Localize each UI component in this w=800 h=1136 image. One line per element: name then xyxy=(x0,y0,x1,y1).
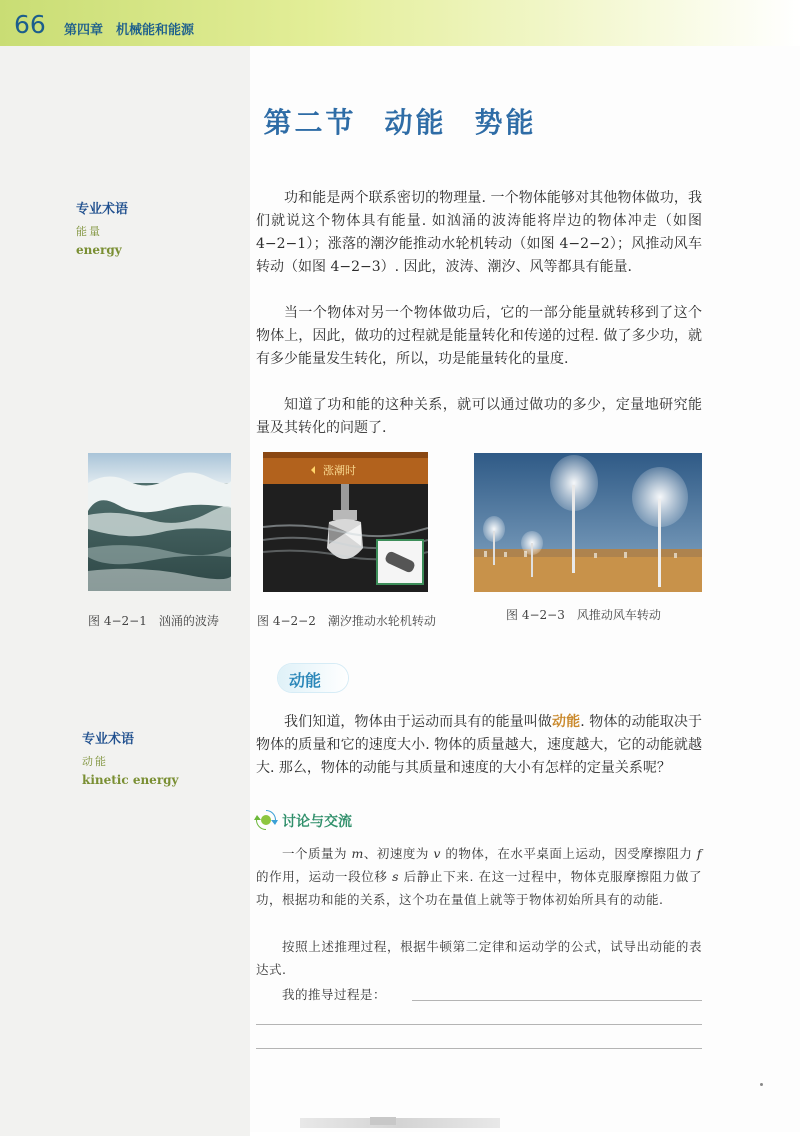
page-dot xyxy=(760,1083,763,1086)
footer-bar xyxy=(300,1118,500,1128)
answer-line-3[interactable] xyxy=(256,1048,702,1049)
page-header xyxy=(0,0,800,46)
figure-2-caption: 图 4−2−2 潮汐推动水轮机转动 xyxy=(257,614,436,628)
answer-line-2[interactable] xyxy=(256,1024,702,1025)
paragraph-kinetic-energy: 我们知道，物体由于运动而具有的能量叫做动能. 物体的动能取决于物体的质量和它的速度大小. 物体的质量越大，速度越大，它的动能就越大. 那么，物体的动能与其质量和速度的大小有怎样的定量关系呢？ xyxy=(256,714,703,776)
term-highlight: 动能 xyxy=(552,714,581,730)
section-title: 第二节 动能 势能 xyxy=(263,106,537,139)
term-box-energy xyxy=(76,198,128,257)
term-cn: 能量 xyxy=(76,225,102,238)
discussion-text-1: 一个质量为 m、初速度为 v 的物体，在水平桌面上运动，因受摩擦阻力 f 的作用，运动一段位移 s 后静止下来. 在这一过程中，物体克服摩擦阻力做了功，根据功和能的关系，这个功在量值上就等于物体初始所具有的动能. xyxy=(256,846,702,907)
term-label: 专业术语 xyxy=(76,202,129,217)
figure-3-caption: 图 4−2−3 风推动风车转动 xyxy=(506,608,661,622)
sign-high-tide: 涨潮时 xyxy=(323,464,356,477)
page-number: 66 xyxy=(14,10,46,39)
footer-mark xyxy=(370,1117,396,1125)
paragraph-2: 当一个物体对另一个物体做功后，它的一部分能量就转移到了这个物体上，因此，做功的过程就是能量转化和传递的过程. 做了多少功，就有多少能量发生转化，所以，功是能量转化的量度. xyxy=(256,305,702,367)
subsection-title: 动能 xyxy=(289,671,322,690)
answer-line-1[interactable] xyxy=(412,1000,702,1001)
figure-waves xyxy=(88,453,231,591)
term-en: kinetic energy xyxy=(82,773,179,787)
discussion-text-2: 按照上述推理过程，根据牛顿第二定律和运动学的公式，试导出动能的表达式. xyxy=(256,939,702,977)
term-box-kinetic-energy xyxy=(82,728,179,787)
figure-1-caption: 图 4−2−1 汹涌的波涛 xyxy=(88,614,219,628)
term-label: 专业术语 xyxy=(82,732,135,747)
figure-tidal-turbine xyxy=(263,452,428,592)
term-en: energy xyxy=(76,243,122,257)
discussion-prompt: 我的推导过程是： xyxy=(282,987,387,1002)
figure-windmills xyxy=(474,453,702,592)
chapter-title: 第四章 机械能和能源 xyxy=(64,23,195,38)
discussion-title: 讨论与交流 xyxy=(282,814,352,830)
paragraph-3: 知道了功和能的这种关系，就可以通过做功的多少，定量地研究能量及其转化的问题了. xyxy=(256,397,702,436)
discussion-arrows-icon xyxy=(254,808,278,832)
paragraph-1: 功和能是两个联系密切的物理量. 一个物体能够对其他物体做功，我们就说这个物体具有能量. 如汹涌的波涛能将岸边的物体冲走（如图 4−2−1）；涨落的潮汐能推动水轮机转动（如图 4−2−2）；风推动风车转动（如图 4−2−3）. 因此，波涛、潮汐、风等都具有能量. xyxy=(256,190,702,275)
term-cn: 动能 xyxy=(82,755,108,768)
